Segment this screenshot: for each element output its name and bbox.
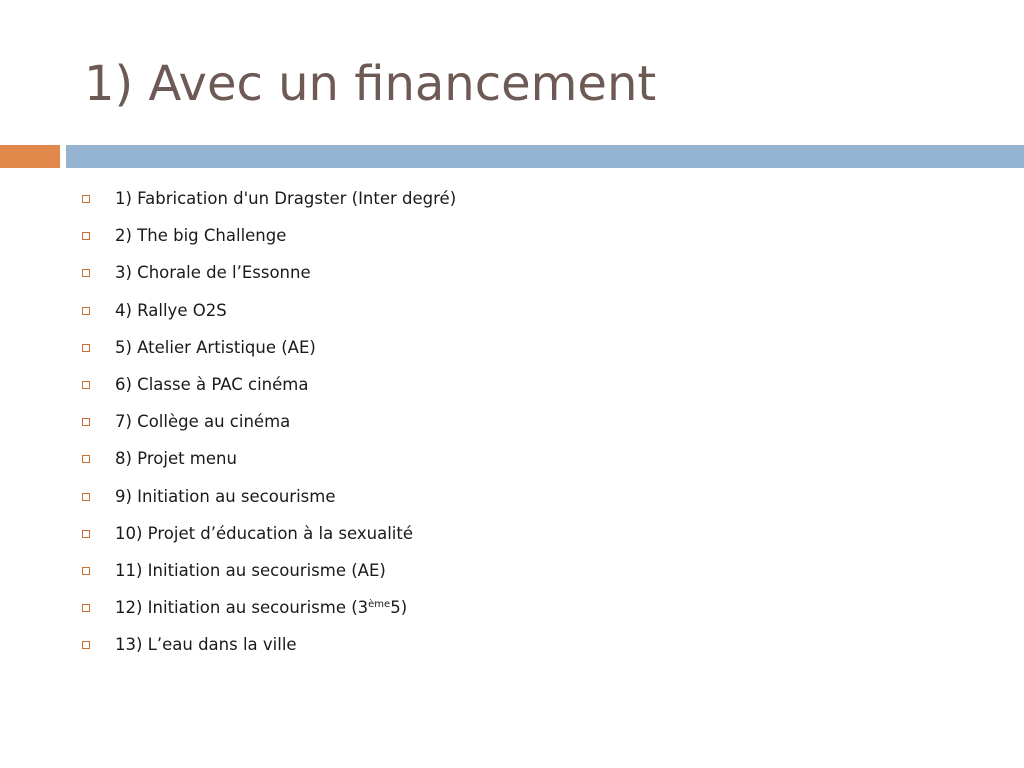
bullet-label: 2) The big Challenge: [115, 226, 287, 246]
bullet-label-suffix: 5): [390, 598, 408, 618]
square-bullet-icon: [82, 455, 90, 463]
square-bullet-icon: [82, 381, 90, 389]
bullet-list: [80, 184, 980, 667]
bullet-label: 3) Chorale de l’Essonne: [115, 263, 311, 283]
bullet-label: 6) Classe à PAC cinéma: [115, 374, 309, 394]
bullet-label: 8) Projet menu: [115, 449, 237, 469]
square-bullet-icon: [82, 530, 90, 538]
square-bullet-icon: [82, 195, 90, 203]
bullet-item: [80, 258, 980, 295]
bullet-label: 13) L’eau dans la ville: [115, 635, 297, 655]
bullet-item: [80, 593, 980, 630]
bullet-item: [80, 519, 980, 556]
title-divider-bar: [66, 145, 1024, 168]
bullet-label: 9) Initiation au secourisme: [115, 486, 336, 506]
bullet-item: [80, 333, 980, 370]
superscript-text: ème: [368, 599, 391, 611]
slide-title: 1) Avec un financement: [84, 56, 657, 112]
bullet-item: [80, 556, 980, 593]
title-accent-bar: [0, 145, 60, 168]
bullet-item: [80, 221, 980, 258]
square-bullet-icon: [82, 604, 90, 612]
bullet-item: [80, 407, 980, 444]
bullet-item: [80, 482, 980, 519]
bullet-item: [80, 630, 980, 667]
square-bullet-icon: [82, 493, 90, 501]
square-bullet-icon: [82, 307, 90, 315]
bullet-label: 7) Collège au cinéma: [115, 412, 291, 432]
square-bullet-icon: [82, 641, 90, 649]
bullet-item: [80, 444, 980, 481]
square-bullet-icon: [82, 418, 90, 426]
bullet-item: [80, 184, 980, 221]
bullet-label: 4) Rallye O2S: [115, 300, 227, 320]
bullet-label: 12) Initiation au secourisme (3: [115, 598, 369, 618]
bullet-label: 5) Atelier Artistique (AE): [115, 337, 316, 357]
square-bullet-icon: [82, 269, 90, 277]
bullet-label: 1) Fabrication d'un Dragster (Inter degré): [115, 189, 457, 208]
square-bullet-icon: [82, 344, 90, 352]
bullet-label: 11) Initiation au secourisme (AE): [115, 560, 386, 580]
bullet-label: 10) Projet d’éducation à la sexualité: [115, 523, 414, 543]
square-bullet-icon: [82, 567, 90, 575]
bullet-item: [80, 370, 980, 407]
square-bullet-icon: [82, 232, 90, 240]
bullet-item: [80, 296, 980, 333]
